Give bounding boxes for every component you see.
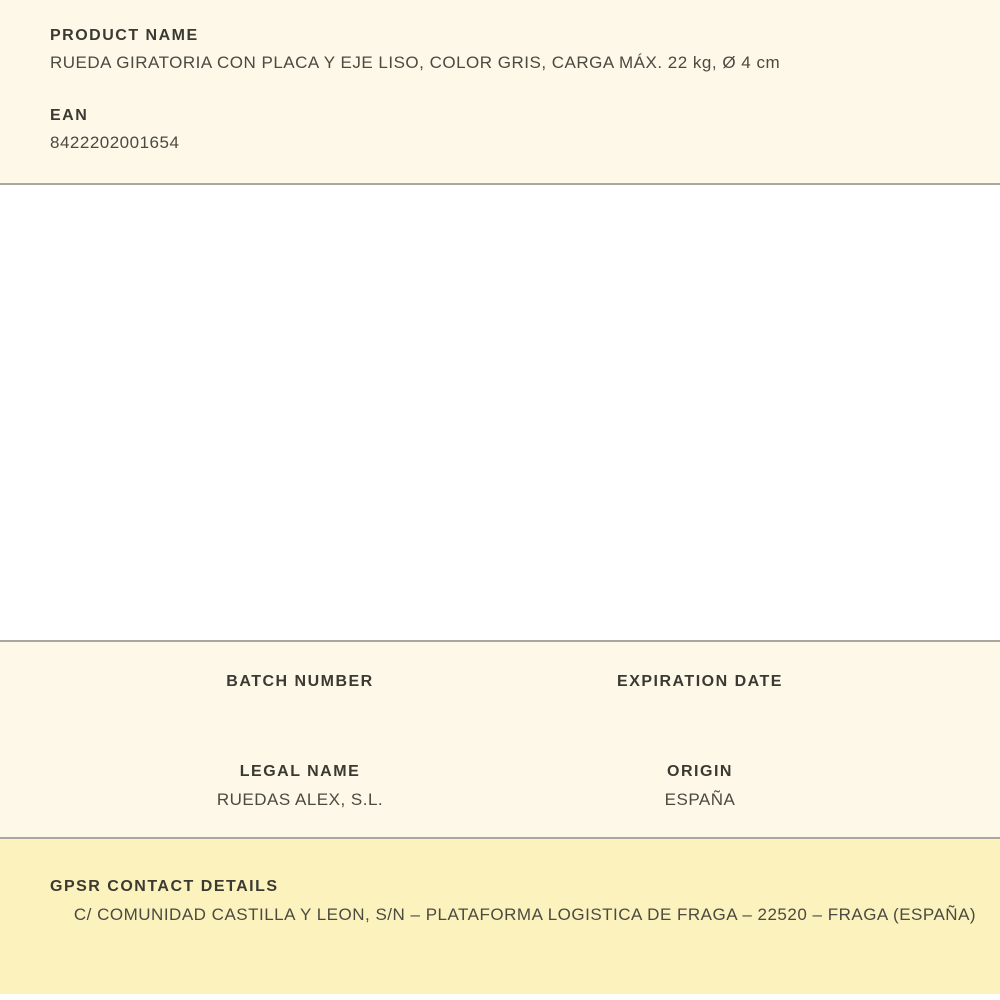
origin-field: [500, 762, 900, 811]
gpsr-contact-section: [0, 839, 1000, 994]
ean-value: 8422202001654: [50, 133, 180, 152]
origin-label: ORIGIN: [667, 763, 733, 780]
legal-name-label: LEGAL NAME: [239, 763, 361, 780]
expiration-date-label: EXPIRATION DATE: [617, 673, 783, 690]
product-image-placeholder: [0, 185, 1000, 642]
legal-name-value: RUEDAS ALEX, S.L.: [216, 790, 384, 809]
ean-label: EAN: [50, 107, 89, 124]
product-name-field: [50, 26, 950, 74]
product-name-value: RUEDA GIRATORIA CON PLACA Y EJE LISO, COLOR GRIS, CARGA MÁX. 22 kg, Ø 4 cm: [50, 53, 781, 72]
ean-field: [50, 106, 950, 154]
batch-number-label: BATCH NUMBER: [226, 673, 374, 690]
batch-number-field: [100, 672, 500, 721]
gpsr-contact-label: GPSR CONTACT DETAILS: [50, 878, 279, 895]
product-name-label: PRODUCT NAME: [50, 27, 199, 44]
expiration-date-value: [500, 699, 900, 721]
expiration-date-field: [500, 672, 900, 721]
details-row-legal-origin: [100, 762, 1000, 811]
gpsr-contact-address: C/ COMUNIDAD CASTILLA Y LEON, S/N – PLATAFORMA LOGISTICA DE FRAGA – 22520 – FRAGA (ESPAÑA): [73, 905, 977, 924]
product-info-section: [0, 0, 1000, 185]
batch-number-value: [100, 699, 500, 721]
legal-name-field: [100, 762, 500, 811]
details-row-batch-expiration: [100, 672, 1000, 721]
details-section: [0, 642, 1000, 839]
origin-value: ESPAÑA: [664, 790, 736, 809]
